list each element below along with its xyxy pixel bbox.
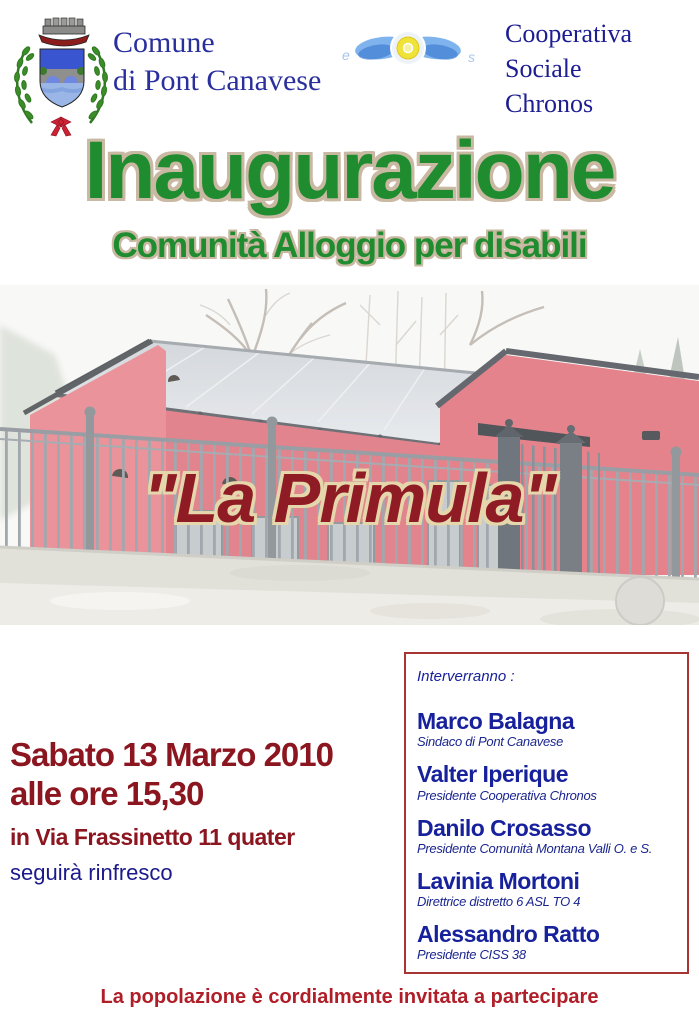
speaker-name: Lavinia Mortoni (417, 867, 580, 894)
invitation-footer: La popolazione è cordialmente invitata a partecipare (100, 986, 599, 1008)
building-photo-illustration (0, 285, 699, 625)
speaker-name: Danilo Crosasso (417, 814, 591, 841)
municipality-line1: Comune (113, 26, 215, 59)
coop-line3: Chronos (505, 89, 594, 119)
speaker-entry (417, 869, 685, 909)
poster-title: Inaugurazione (84, 125, 615, 216)
coop-line2: Sociale (505, 54, 582, 84)
coop-line1: Cooperativa (505, 19, 633, 48)
poster-subtitle: Comunità Alloggio per disabili (112, 226, 587, 265)
logo-sun-icon (390, 30, 426, 66)
speaker-role: Sindaco di Pont Canavese (417, 734, 564, 750)
event-info (10, 736, 400, 886)
speaker-role: Presidente CISS 38 (417, 947, 526, 963)
building-name-caption: "La Primula" (143, 459, 556, 537)
speaker-name: Marco Balagna (417, 708, 575, 734)
municipality-line2: di Pont Canavese (113, 63, 322, 97)
event-address: in Via Frassinetto 11 quater (10, 823, 295, 850)
logo-letter-right: s (468, 49, 475, 65)
logo-letter-left: e (342, 47, 350, 63)
chronos-logo-icon (336, 16, 480, 82)
speaker-name: Valter Iperique (417, 761, 569, 788)
event-note: seguirà rinfresco (10, 859, 173, 885)
municipality-name (113, 24, 321, 99)
coop-name (505, 16, 632, 121)
speakers-box (404, 652, 689, 974)
speaker-entry (417, 762, 685, 802)
speaker-role: Presidente Cooperativa Chronos (417, 787, 597, 803)
speaker-role: Presidente Comunità Montana Valli O. e S. (417, 840, 653, 856)
shield-bridge-icon (39, 49, 85, 109)
speaker-entry (417, 816, 685, 856)
speaker-entry (417, 922, 685, 962)
speakers-heading: Interverranno : (417, 668, 515, 685)
event-time: alle ore 15,30 (10, 774, 204, 812)
building-photo (0, 285, 699, 625)
event-date: Sabato 13 Marzo 2010 (10, 736, 333, 773)
crown-icon (39, 18, 89, 46)
municipal-coat-of-arms-icon (8, 5, 114, 137)
speaker-role: Direttrice distretto 6 ASL TO 4 (417, 894, 581, 910)
speaker-name: Alessandro Ratto (417, 921, 600, 948)
speaker-entry (417, 709, 685, 749)
